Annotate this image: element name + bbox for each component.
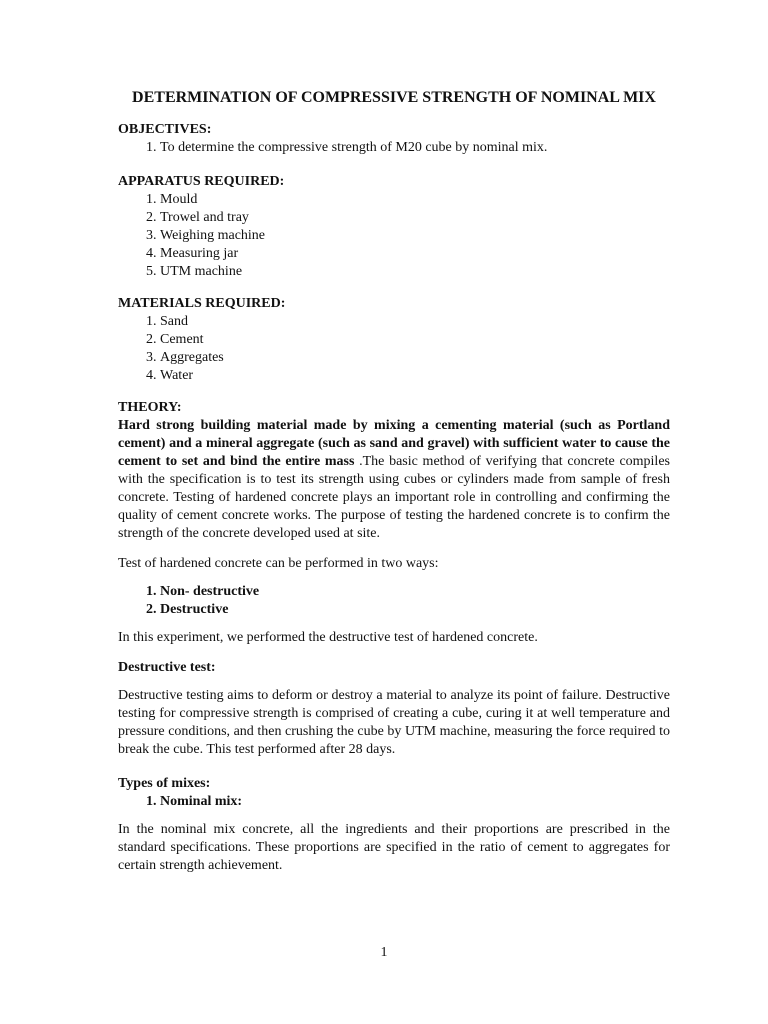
list-item: 4. Water <box>160 367 670 385</box>
materials-list <box>118 313 670 385</box>
mixes-list <box>118 793 670 811</box>
test-ways-intro: Test of hardened concrete can be performed in two ways: <box>118 556 439 571</box>
page-number: 1 <box>380 945 388 960</box>
test-ways-list <box>118 583 670 619</box>
list-item: 1. Mould <box>160 191 670 209</box>
mixes-heading: Types of mixes: <box>118 776 211 791</box>
apparatus-list <box>118 191 670 281</box>
nominal-mix-paragraph: In the nominal mix concrete, all the ingredients and their proportions are prescribed in the standard specifications. These proportions are specified in the ratio of cement to aggregates for certain strength achievement. <box>118 822 670 873</box>
list-item: 1. To determine the compressive strength of M20 cube by nominal mix. <box>160 139 670 157</box>
theory-text: .The basic method of verifying that concrete compiles with the specification is to test its strength using cubes or cylinders made from sample of fresh concrete. Testing of hardened concrete plays an important role in controlling and confirming the quality of cement concrete works. The purpose of testing the hardened concrete is to confirm the strength of the concrete developed used at site. <box>118 454 670 541</box>
destructive-paragraph: Destructive testing aims to deform or destroy a material to analyze its point of failure. Destructive testing for compressive strength is comprised of creating a cube, curing it at well temperature and pressure conditions, and then crushing the cube by UTM machine, measuring the force required to break the cube. This test performed after 28 days. <box>118 688 670 757</box>
list-item: 2. Trowel and tray <box>160 209 670 227</box>
experiment-note: In this experiment, we performed the destructive test of hardened concrete. <box>118 630 538 645</box>
list-item: 1. Non- destructive <box>160 583 670 601</box>
list-item: 1. Sand <box>160 313 670 331</box>
apparatus-heading: APPARATUS REQUIRED: <box>118 174 285 189</box>
objectives-heading: OBJECTIVES: <box>118 122 212 137</box>
list-item: 2. Cement <box>160 331 670 349</box>
materials-heading: MATERIALS REQUIRED: <box>118 296 286 311</box>
list-item: 3. Aggregates <box>160 349 670 367</box>
document-title: DETERMINATION OF COMPRESSIVE STRENGTH OF NOMINAL MIX <box>132 89 656 106</box>
theory-heading: THEORY: <box>118 400 182 415</box>
objectives-list <box>118 139 670 157</box>
list-item: 2. Destructive <box>160 601 670 619</box>
theory-paragraph <box>118 417 670 543</box>
list-item: 4. Measuring jar <box>160 245 670 263</box>
document-page <box>118 88 670 875</box>
destructive-heading: Destructive test: <box>118 660 216 675</box>
list-item: 3. Weighing machine <box>160 227 670 245</box>
theory-bold-text: Hard strong building material made by mixing a cementing material (such as Portland cement) and a mineral aggregate (such as sand and gravel) with sufficient water to cause the cement to set and bind the entire mass <box>118 418 670 469</box>
list-item: 5. UTM machine <box>160 263 670 281</box>
list-item: 1. Nominal mix: <box>160 793 670 811</box>
